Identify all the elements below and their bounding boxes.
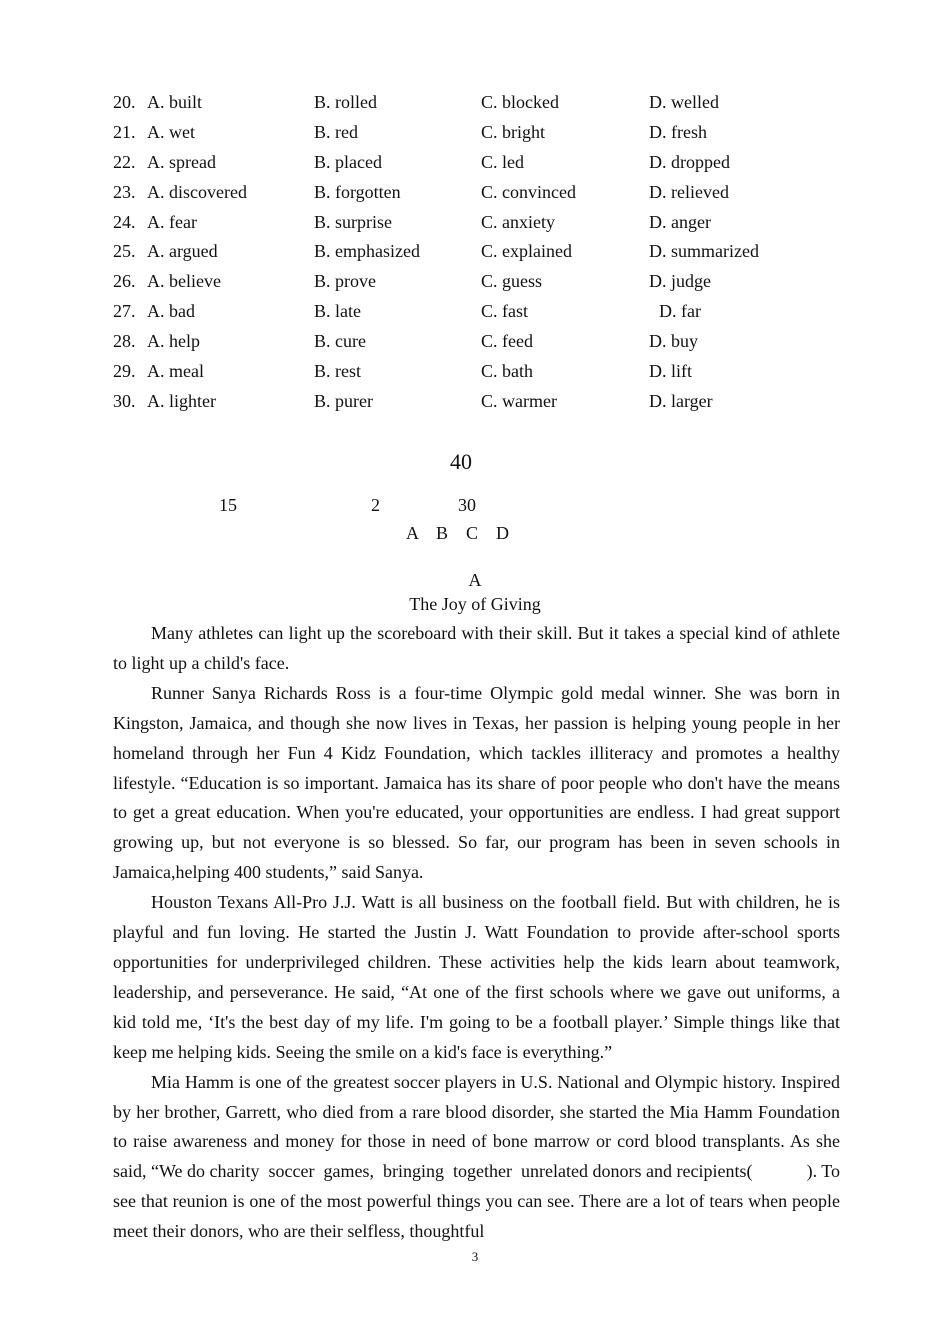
- option-c: C. convinced: [481, 181, 576, 202]
- option-c: C. anxiety: [481, 211, 555, 232]
- option-c: C. bath: [481, 361, 533, 382]
- option-b: B. forgotten: [314, 181, 401, 202]
- passage-label: A: [468, 570, 482, 590]
- option-c: C. explained: [481, 241, 572, 262]
- option-d: D. anger: [649, 211, 711, 232]
- question-number: 23.: [113, 181, 136, 202]
- passage-title: The Joy of Giving: [409, 594, 541, 614]
- question-number: 21.: [113, 121, 136, 142]
- option-row: [113, 88, 853, 118]
- paragraph: Mia Hamm is one of the greatest soccer players in U.S. National and Olympic history. Inspired by her brother, Garrett, who died from a rare blood disorder, she started the Mia Hamm Foundation to raise awareness and money for those in need of bone marrow or cord blood transplants. As she said, “We do charity soccer games, bringing together unrelated donors and recipients( ). To see that reunion is one of the most powerful things you can see. There are a lot of tears when people meet their donors, who are their selfless, thoughtful: [113, 1071, 845, 1242]
- option-row: [113, 327, 853, 357]
- option-d: D. lift: [649, 361, 692, 382]
- option-c: C. fast: [481, 301, 528, 322]
- question-number: 29.: [113, 361, 136, 382]
- option-row: [113, 237, 853, 267]
- option-d: D. welled: [649, 92, 719, 112]
- question-number: 26.: [113, 271, 136, 292]
- option-b: B. purer: [314, 390, 373, 411]
- option-a: A. believe: [147, 271, 221, 292]
- option-row: [113, 208, 853, 238]
- question-number: 20.: [113, 92, 136, 112]
- option-a: A. discovered: [147, 181, 247, 202]
- instruction-number-30: 30: [458, 495, 476, 515]
- option-b: B. surprise: [314, 211, 392, 232]
- paragraph: Runner Sanya Richards Ross is a four-time Olympic gold medal winner. She was born in Kingston, Jamaica, and though she now lives in Texas, her passion is helping young people in her homeland through her Fun 4 Kidz Foundation, which tackles illiteracy and promotes a healthy lifestyle. “Education is so important. Jamaica has its share of poor people who don't have the means to get a great education. When you're educated, your opportunities are endless. I had great support growing up, but not everyone is so blessed. So far, our program has been in seven schools in Jamaica,helping 400 students,” said Sanya.: [113, 682, 840, 883]
- option-d: D. buy: [649, 331, 698, 352]
- option-b: B. rest: [314, 361, 361, 382]
- option-d: D. dropped: [649, 151, 730, 172]
- option-d: D. larger: [649, 390, 713, 411]
- question-number: 22.: [113, 151, 136, 172]
- option-b: B. late: [314, 301, 361, 322]
- option-d: D. far: [659, 301, 701, 322]
- option-a: A. meal: [147, 361, 204, 382]
- question-number: 24.: [113, 211, 136, 232]
- option-a: A. argued: [147, 241, 218, 262]
- option-b: B. cure: [314, 331, 366, 352]
- answer-options-table: [113, 88, 853, 417]
- question-number: 30.: [113, 390, 136, 411]
- instruction-number-15: 15: [219, 495, 237, 515]
- option-a: A. spread: [147, 151, 216, 172]
- option-b: B. red: [314, 121, 358, 142]
- option-b: B. rolled: [314, 92, 377, 112]
- option-row: [113, 387, 853, 417]
- instruction-number-2: 2: [371, 495, 380, 515]
- instruction-choices: A B C D: [406, 523, 510, 543]
- option-a: A. fear: [147, 211, 197, 232]
- option-row: [113, 357, 853, 387]
- option-c: C. guess: [481, 271, 543, 292]
- option-row: [113, 118, 853, 148]
- option-c: C. bright: [481, 121, 546, 142]
- option-a: A. built: [147, 92, 203, 112]
- option-d: D. fresh: [649, 121, 707, 142]
- option-row: [113, 178, 853, 208]
- question-number: 25.: [113, 241, 136, 262]
- option-a: A. wet: [147, 121, 195, 142]
- option-b: B. emphasized: [314, 241, 420, 262]
- question-number: 27.: [113, 301, 136, 322]
- option-c: C. led: [481, 151, 524, 172]
- option-d: D. relieved: [649, 181, 729, 202]
- option-a: A. lighter: [147, 390, 216, 411]
- option-d: D. summarized: [649, 241, 759, 262]
- passage-body: [113, 619, 845, 1247]
- option-c: C. blocked: [481, 92, 559, 112]
- option-b: B. prove: [314, 271, 376, 292]
- option-row: [113, 267, 853, 297]
- option-c: C. warmer: [481, 390, 557, 411]
- section-score: 40: [450, 449, 472, 474]
- option-a: A. help: [147, 331, 200, 352]
- paragraph: Houston Texans All-Pro J.J. Watt is all business on the football field. But with children, he is playful and fun loving. He started the Justin J. Watt Foundation to provide after-school sports opportunities for underprivileged children. These activities help the kids learn about teamwork, leadership, and perseverance. He said, “At one of the first schools where we gave out uniforms, a kid told me, ‘It's the best day of my life. I'm going to be a football player.’ Simple things like that keep me helping kids. Seeing the smile on a kid's face is everything.”: [113, 892, 840, 1062]
- option-c: C. feed: [481, 331, 533, 352]
- page-number: 3: [471, 1249, 479, 1264]
- option-row: [113, 297, 853, 327]
- paragraph: Many athletes can light up the scoreboard with their skill. But it takes a special kind of athlete to light up a child's face.: [113, 623, 840, 673]
- option-a: A. bad: [147, 301, 195, 322]
- option-b: B. placed: [314, 151, 382, 172]
- option-d: D. judge: [649, 271, 711, 292]
- question-number: 28.: [113, 331, 136, 352]
- option-row: [113, 148, 853, 178]
